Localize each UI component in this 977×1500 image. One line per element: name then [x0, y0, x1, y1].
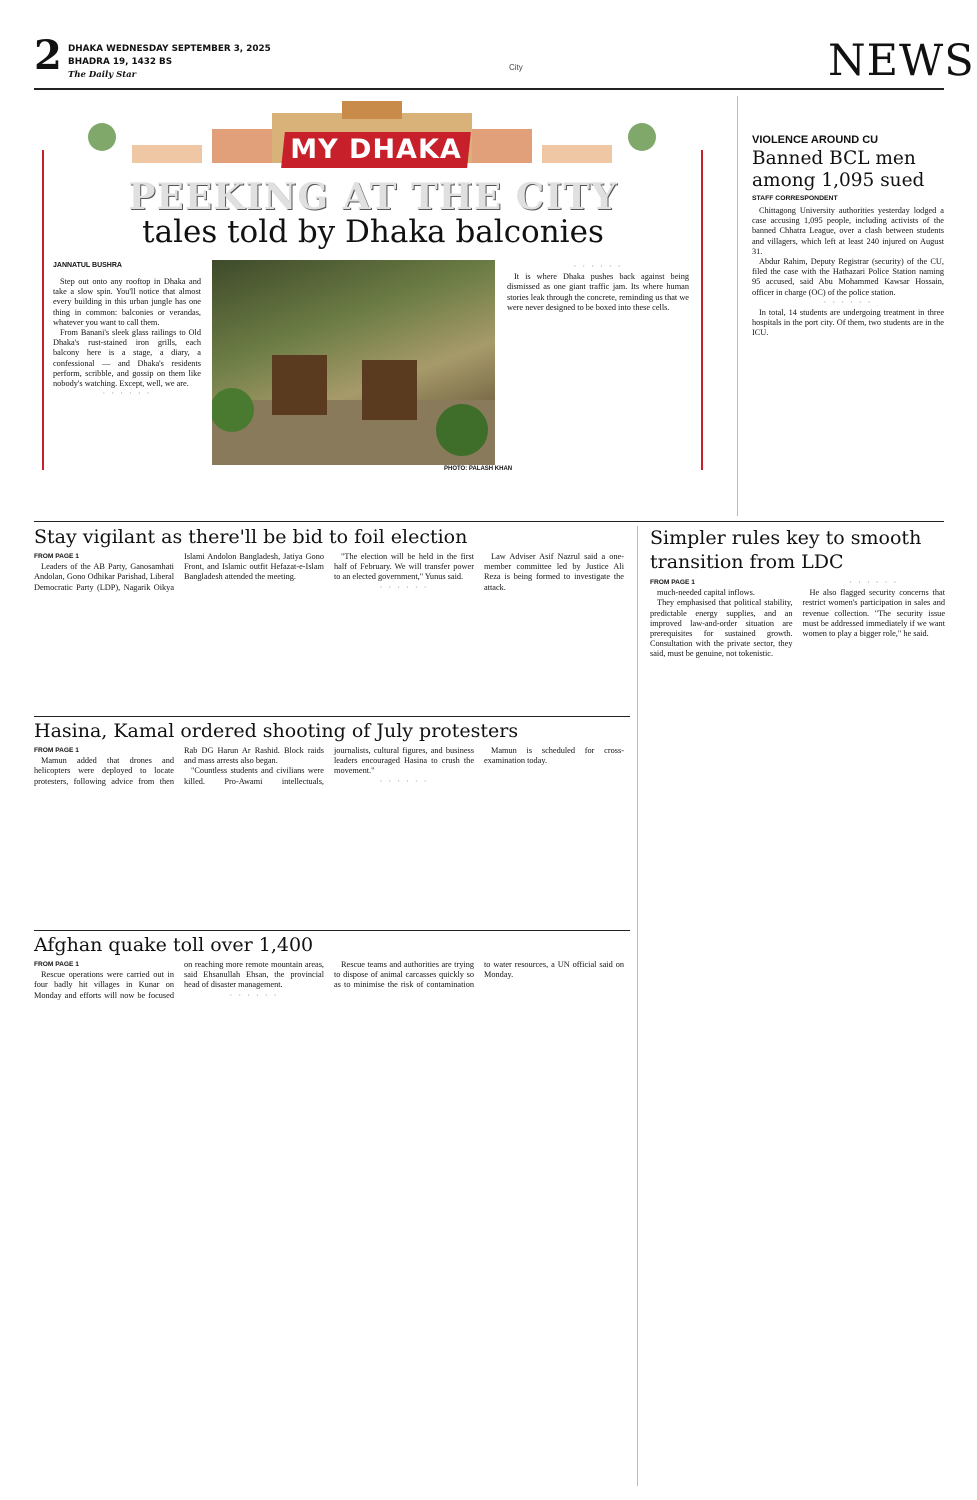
- masthead-rule: [34, 88, 944, 90]
- masthead-paper-logo: The Daily Star: [68, 70, 137, 80]
- vigilant-body: [34, 552, 624, 712]
- masthead-bangla-date: BHADRA 19, 1432 BS: [68, 57, 173, 67]
- hasina-para: "Countless students and civilians were killed. Pro-Awami intellectuals, journalists, cultural figures, and business leaders encouraged Hasina to crush the movement.": [184, 746, 474, 786]
- ldc-para: He also flagged security concerns that restrict women's participation in sales and revenue collection. "The security issue must be addressed immediately if we want women to play a bigger role," he said.: [802, 588, 945, 639]
- bcl-para: Chittagong University authorities yesterday lodged a case accusing 1,095 people, including activists of the banned Chhatra League, over a clash between students and villagers, which left at least 240 injured on August 31.: [752, 206, 944, 256]
- vigilant-para: "The election will be held in the first half of February. We will transfer power to an elected government," Yunus said.: [334, 552, 474, 582]
- feature-subtitle: tales told by Dhaka balconies: [142, 214, 604, 250]
- feature-photo-balcony: [212, 260, 495, 465]
- from-page-label: FROM PAGE 1: [34, 961, 79, 968]
- ldc-title: Simpler rules key to smooth transition from LDC: [650, 527, 922, 573]
- photo-credit: PHOTO: PALASH KHAN: [444, 466, 513, 472]
- from-page-label: FROM PAGE 1: [650, 579, 695, 586]
- hasina-title: Hasina, Kamal ordered shooting of July protesters: [34, 720, 519, 742]
- feature-title: PEEKING AT THE CITY: [128, 176, 618, 218]
- feature-col-4: [507, 262, 689, 517]
- section-rule: [34, 930, 630, 931]
- bcl-byline: STAFF CORRESPONDENT: [752, 195, 838, 202]
- ldc-body: [650, 578, 945, 1483]
- omitted-text-marker: · · · · · ·: [823, 297, 873, 307]
- bcl-para: Abdur Rahim, Deputy Registrar (security) of the CU, filed the case with the Hathazari Police Station naming 95 accused, said Abu Mohammed Kawsar Hossain, officer in charge (OC) of the police station.: [752, 257, 944, 297]
- omitted-text-marker: · · · · · ·: [379, 582, 429, 592]
- masthead-date: DHAKA WEDNESDAY SEPTEMBER 3, 2025: [68, 44, 271, 54]
- bcl-body: [752, 206, 944, 516]
- omitted-text-marker: · · · · · ·: [573, 262, 623, 271]
- vigilant-para: Law Adviser Asif Nazrul said a one-member committee led by Justice Ali Reza is being formed to investigate the attack.: [484, 552, 624, 592]
- afghan-para: Rescue teams and authorities are trying to dispose of animal carcasses quickly so as to minimise the risk of contamination to water resources, a UN official said on Monday.: [334, 960, 624, 990]
- omitted-text-marker: · · · · · ·: [102, 389, 152, 399]
- feature-col-1: [53, 277, 201, 457]
- afghan-para: Rescue operations were carried out in four badly hit villages in Kunar on Monday and efforts will now be focused on reaching more remote mountain areas, said Ehsanullah Ehsan, the provincial head of disaster management.: [34, 960, 324, 1000]
- section-center-label: City: [509, 63, 523, 72]
- bcl-para: In total, 14 students are undergoing treatment in three hospitals in the port city. Of them, two students are in the ICU.: [752, 308, 944, 338]
- feature-para: Step out onto any rooftop in Dhaka and take a slow spin. You'll notice that almost every building in this urban jungle has one thing in common: balconies or verandas, whatever you want to call them.: [53, 277, 201, 327]
- column-divider: [637, 526, 638, 1486]
- section-title: NEWS: [828, 36, 975, 86]
- section-rule: [34, 521, 944, 522]
- omitted-text-marker: · · · · · ·: [379, 776, 429, 786]
- omitted-text-marker: · · · · · ·: [849, 578, 899, 587]
- hasina-body: [34, 746, 624, 926]
- vigilant-para: Leaders of the AB Party, Ganosamhati Andolan, Gono Odhikar Parishad, Liberal Democratic Party (LDP), Nagarik Oikya Islami Andolon Bangladesh, Jatiya Gono Front, and Islamic outfit Hefazat-e-Islam Bangladesh attended the meeting.: [34, 552, 324, 592]
- feature-byline: JANNATUL BUSHRA: [53, 262, 122, 269]
- afghan-title: Afghan quake toll over 1,400: [34, 934, 314, 956]
- bcl-title: Banned BCL men among 1,095 sued: [752, 148, 925, 191]
- ldc-para: They emphasised that political stability, predictable energy supplies, and an improved law-and-order situation are prerequisites for sustained growth. Consultation with the private sector, they said, must be genuine, not tokenistic.: [650, 598, 793, 659]
- section-rule: [34, 716, 630, 717]
- afghan-body: [34, 960, 624, 1070]
- bcl-kicker: VIOLENCE AROUND CU: [752, 134, 879, 146]
- ldc-para: much-needed capital inflows.: [657, 588, 755, 598]
- column-divider: [737, 96, 738, 516]
- hasina-para: Mamun added that drones and helicopters were deployed to locate protesters, following advice from then Rab DG Harun Ar Rashid. Block raids and mass arrests also began.: [34, 746, 324, 786]
- vigilant-title: Stay vigilant as there'll be bid to foil election: [34, 526, 468, 548]
- hasina-para: Mamun is scheduled for cross-examination today.: [484, 746, 624, 766]
- my-dhaka-badge-text: MY DHAKA: [290, 134, 462, 165]
- feature-para: It is where Dhaka pushes back against being dismissed as one giant traffic jam. Its where human stories leak through the concrete, reminding us that we were never designed to be boxed into these cells.: [507, 272, 689, 312]
- from-page-label: FROM PAGE 1: [34, 553, 79, 560]
- page-number: 2: [34, 32, 62, 79]
- feature-para: From Banani's sleek glass railings to Old Dhaka's rust-stained iron grills, each balcony here is a stage, a diary, a confessional — and Dhaka's residents perform, scribble, and gossip on them like nobody's watching. Except, well, we are.: [53, 328, 201, 389]
- from-page-label: FROM PAGE 1: [34, 747, 79, 754]
- omitted-text-marker: · · · · · ·: [229, 990, 279, 1000]
